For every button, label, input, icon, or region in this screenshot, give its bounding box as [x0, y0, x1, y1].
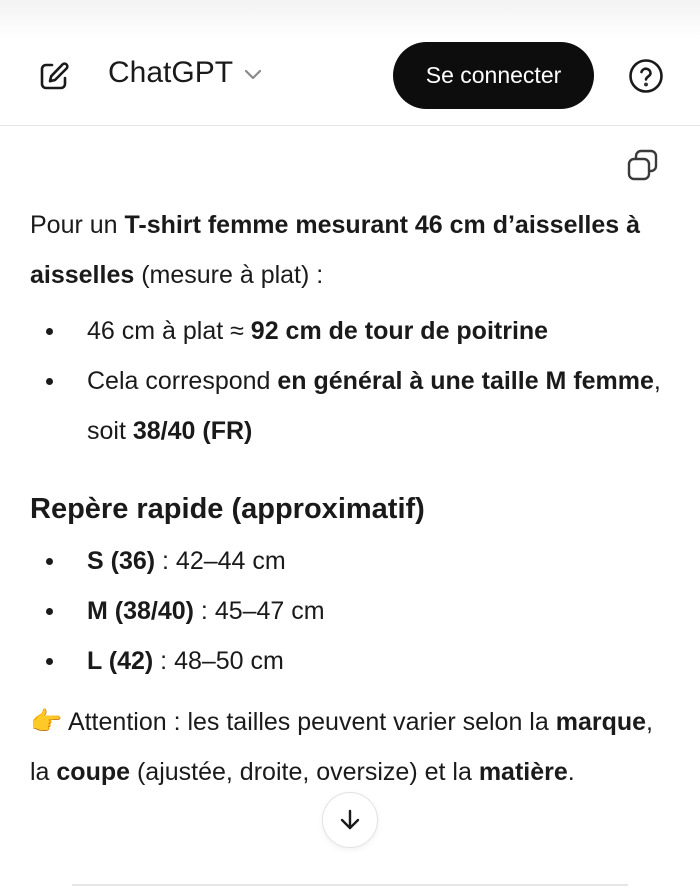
size-label: L (42) [87, 647, 154, 675]
bullet-dot [46, 558, 53, 565]
size-label: M (38/40) [87, 597, 194, 625]
size-list [30, 536, 670, 686]
attention-text: Attention : les tailles peuvent varier selon la [62, 708, 556, 736]
attention-text: (ajustée, droite, oversize) et la [130, 758, 479, 786]
size-range: : 45–47 cm [193, 597, 325, 625]
intro-text: Pour un [30, 211, 125, 239]
app-title: ChatGPT [108, 56, 234, 89]
intro-text-end: (mesure à plat) : [134, 261, 324, 289]
attention-bold: coupe [56, 758, 131, 786]
arrow-down-icon [337, 807, 363, 833]
bullet-bold: en général à une taille M femme [277, 367, 654, 395]
copy-button[interactable] [626, 148, 660, 182]
attention-bold: marque [555, 708, 647, 736]
list-item [30, 586, 670, 636]
chevron-down-icon [243, 69, 263, 81]
size-label: S (36) [87, 547, 156, 575]
section-heading: Repère rapide (approximatif) [30, 493, 425, 525]
bullet-text: Cela correspond [87, 367, 278, 395]
list-item [30, 306, 670, 356]
summary-list [30, 306, 670, 456]
login-button[interactable]: Se connecter [393, 42, 594, 109]
list-item [30, 356, 670, 456]
bullet-bold: 38/40 (FR) [132, 417, 253, 445]
attention-text: , la [30, 708, 653, 786]
help-icon [628, 58, 664, 94]
assistant-message [30, 200, 670, 797]
attention-paragraph [30, 696, 670, 797]
bullet-dot [46, 378, 53, 385]
bullet-bold: 92 cm de tour de poitrine [250, 317, 549, 345]
scroll-down-button[interactable] [322, 792, 378, 848]
help-button[interactable] [628, 58, 664, 94]
attention-text: . [567, 758, 575, 786]
bullet-text: 46 cm à plat ≈ [87, 317, 251, 345]
size-range: : 48–50 cm [153, 647, 284, 675]
model-selector[interactable] [108, 56, 263, 90]
new-chat-button[interactable] [38, 60, 70, 92]
copy-icon [626, 148, 660, 182]
attention-bold: matière [478, 758, 568, 786]
composer-edge [72, 884, 628, 886]
list-item [30, 636, 670, 686]
list-item [30, 536, 670, 586]
bullet-dot [46, 328, 53, 335]
pointing-hand-icon: 👉 [30, 706, 63, 736]
bullet-dot [46, 608, 53, 615]
bullet-text: , soit [87, 367, 661, 445]
size-range: : 42–44 cm [155, 547, 286, 575]
intro-bold: T-shirt femme mesurant 46 cm d’aisselles à aisselles [30, 211, 641, 289]
edit-icon [38, 60, 70, 92]
top-bar [0, 0, 700, 126]
intro-paragraph [30, 200, 670, 300]
bullet-dot [46, 658, 53, 665]
